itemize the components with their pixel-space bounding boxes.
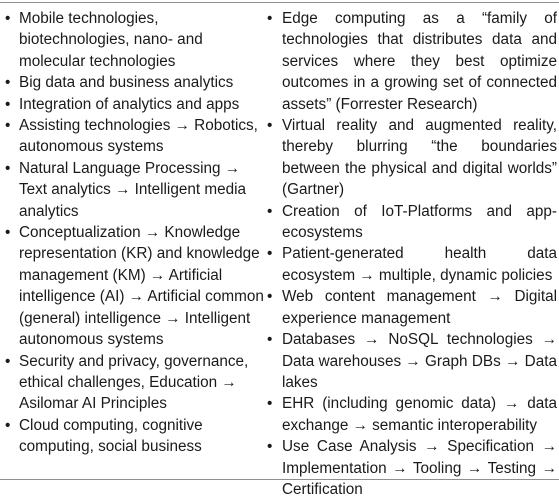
list-item-text: Web content management → Digital experience management xyxy=(282,288,557,327)
list-item xyxy=(267,286,557,329)
list-item-text: Integration of analytics and apps xyxy=(19,95,240,113)
bullet-icon: • xyxy=(267,395,273,413)
list-item-text: Patient-generated health data ecosystem → multiple, dynamic policies xyxy=(282,245,557,284)
list-item xyxy=(267,436,557,500)
list-item xyxy=(5,158,270,222)
bullet-icon: • xyxy=(5,10,11,27)
bullet-icon: • xyxy=(5,224,11,242)
list-item-text: Conceptualization → Knowledge representation (KR) and knowledge management (KM) → Artificial intelligence (AI) → Artificial common (general) intelligence → Intelligent autonomous systems xyxy=(19,224,264,349)
bullet-icon: • xyxy=(267,288,273,306)
list-item xyxy=(5,222,270,350)
bullet-icon: • xyxy=(5,159,11,177)
bullet-icon: • xyxy=(5,74,11,92)
right-column-list xyxy=(267,8,557,500)
bullet-icon: • xyxy=(267,331,273,349)
table-top-rule xyxy=(0,2,559,3)
list-item xyxy=(267,243,557,286)
bullet-icon: • xyxy=(5,352,11,370)
bullet-icon: • xyxy=(267,202,273,220)
list-item-text: Cloud computing, cognitive computing, social business xyxy=(19,416,203,456)
list-item-text: Big data and business analytics xyxy=(19,74,234,92)
list-item-text: Virtual reality and augmented reality, thereby blurring “the boundaries between the physical and digital worlds” (Gartner) xyxy=(282,117,557,199)
list-item-text: Use Case Analysis → Specification → Implementation → Tooling → Testing → Certification xyxy=(282,438,557,498)
list-item-text: Natural Language Processing → Text analytics → Intelligent media analytics xyxy=(19,159,247,220)
table-bottom-rule xyxy=(0,479,559,480)
list-item-text: Databases → NoSQL technologies → Data warehouses → Graph DBs → Data lakes xyxy=(282,331,557,391)
list-item xyxy=(5,72,270,93)
list-item xyxy=(267,393,557,436)
list-item-text: EHR (including genomic data) → data exchange → semantic interoperability xyxy=(282,395,557,434)
list-item xyxy=(5,115,270,158)
bullet-icon: • xyxy=(5,95,11,113)
list-item xyxy=(267,8,557,115)
list-item-text: Security and privacy, governance, ethical challenges, Education → Asilomar AI Principles xyxy=(19,352,249,413)
bullet-icon: • xyxy=(267,10,273,27)
list-item xyxy=(5,415,270,458)
list-item-text: Assisting technologies → Robotics, autonomous systems xyxy=(19,117,258,156)
list-item xyxy=(5,94,270,115)
list-item xyxy=(267,201,557,244)
list-item-text: Edge computing as a “family of technologies that distributes data and services where they best optimize outcomes in a growing set of connected assets” (Forrester Research) xyxy=(282,10,557,113)
list-item-text: Mobile technologies, biotechnologies, nano- and molecular technologies xyxy=(19,10,203,70)
list-item xyxy=(5,8,270,72)
bullet-icon: • xyxy=(267,438,273,456)
left-column-list xyxy=(5,8,270,458)
bullet-icon: • xyxy=(267,117,273,135)
list-item xyxy=(267,115,557,201)
list-item-text: Creation of IoT-Platforms and app-ecosystems xyxy=(282,202,557,242)
list-item xyxy=(5,351,270,415)
list-item xyxy=(267,329,557,393)
bullet-icon: • xyxy=(5,416,11,434)
bullet-icon: • xyxy=(5,117,11,135)
bullet-icon: • xyxy=(267,245,273,263)
